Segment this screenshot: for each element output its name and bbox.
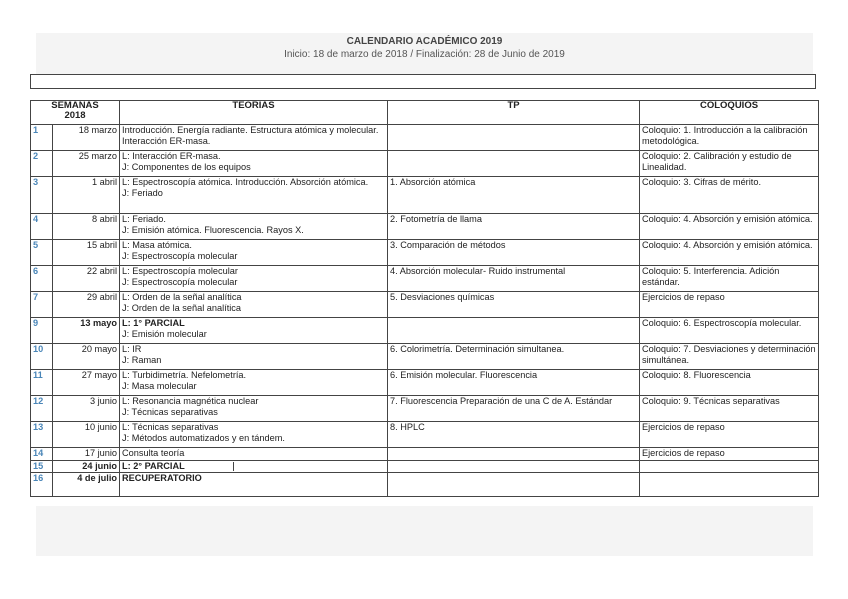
- week-date: 18 marzo: [53, 125, 120, 151]
- teoria-cell: RECUPERATORIO: [120, 473, 388, 497]
- tp-cell: 4. Absorción molecular- Ruido instrumental: [388, 266, 640, 292]
- empty-box: [30, 74, 816, 89]
- page-subtitle: Inicio: 18 de marzo de 2018 / Finalización: 28 de Junio de 2019: [284, 49, 565, 60]
- week-date: 22 abril: [53, 266, 120, 292]
- coloquio-cell: Ejercicios de repaso: [640, 422, 819, 448]
- teoria-cell: L: Feriado. J: Emisión atómica. Fluorescencia. Rayos X.: [120, 214, 388, 240]
- week-number: 1: [31, 125, 53, 151]
- coloquio-cell: Coloquio: 6. Espectroscopía molecular.: [640, 318, 819, 344]
- table-row: [31, 344, 819, 370]
- week-number: 11: [31, 370, 53, 396]
- teoria-cell: L: IR J: Raman: [120, 344, 388, 370]
- tp-cell: 7. Fluorescencia Preparación de una C de A. Estándar: [388, 396, 640, 422]
- week-date: 3 junio: [53, 396, 120, 422]
- week-date: 15 abril: [53, 240, 120, 266]
- cell-divider: [233, 462, 234, 471]
- page-title: CALENDARIO ACADÉMICO 2019: [346, 36, 503, 47]
- coloquio-cell: Coloquio: 3. Cifras de mérito.: [640, 177, 819, 214]
- week-number: 7: [31, 292, 53, 318]
- tp-cell: [388, 473, 640, 497]
- coloquio-cell: Coloquio: 2. Calibración y estudio de Linealidad.: [640, 151, 819, 177]
- teoria-cell: L: Masa atómica. J: Espectroscopía molecular: [120, 240, 388, 266]
- week-date: 24 junio: [53, 461, 120, 473]
- coloquio-cell: Coloquio: 1. Introducción a la calibración metodológica.: [640, 125, 819, 151]
- table-row: [31, 370, 819, 396]
- coloquio-cell: Coloquio: 4. Absorción y emisión atómica.: [640, 240, 819, 266]
- tp-cell: [388, 461, 640, 473]
- week-number: 10: [31, 344, 53, 370]
- header-semanas: SEMANAS 2018: [31, 101, 120, 125]
- week-number: 14: [31, 448, 53, 461]
- coloquio-cell: Coloquio: 4. Absorción y emisión atómica.: [640, 214, 819, 240]
- week-date: 1 abril: [53, 177, 120, 214]
- teoria-cell: L: Orden de la señal analítica J: Orden de la señal analítica: [120, 292, 388, 318]
- week-number: 9: [31, 318, 53, 344]
- table-row: [31, 214, 819, 240]
- coloquio-cell: [640, 461, 819, 473]
- week-date: 27 mayo: [53, 370, 120, 396]
- teoria-cell: L: Resonancia magnética nuclear J: Técnicas separativas: [120, 396, 388, 422]
- tp-cell: 5. Desviaciones químicas: [388, 292, 640, 318]
- calendar-table: [30, 100, 819, 497]
- teoria-cell: L: Turbidimetría. Nefelometría. J: Masa molecular: [120, 370, 388, 396]
- tp-cell: 1. Absorción atómica: [388, 177, 640, 214]
- coloquio-cell: Coloquio: 8. Fluorescencia: [640, 370, 819, 396]
- week-number: 15: [31, 461, 53, 473]
- tp-cell: 3. Comparación de métodos: [388, 240, 640, 266]
- table-row: [31, 461, 819, 473]
- table-row: [31, 125, 819, 151]
- table-row: [31, 151, 819, 177]
- table-row: [31, 448, 819, 461]
- week-number: 3: [31, 177, 53, 214]
- week-date: 17 junio: [53, 448, 120, 461]
- week-number: 12: [31, 396, 53, 422]
- teoria-cell: L: Técnicas separativas J: Métodos automatizados y en tándem.: [120, 422, 388, 448]
- week-number: 13: [31, 422, 53, 448]
- week-date: 13 mayo: [53, 318, 120, 344]
- tp-cell: 8. HPLC: [388, 422, 640, 448]
- table-row: [31, 177, 819, 214]
- table-row: [31, 422, 819, 448]
- coloquio-cell: [640, 473, 819, 497]
- week-date: 4 de julio: [53, 473, 120, 497]
- week-date: 25 marzo: [53, 151, 120, 177]
- week-number: 6: [31, 266, 53, 292]
- table-row: [31, 240, 819, 266]
- tp-cell: [388, 318, 640, 344]
- week-date: 10 junio: [53, 422, 120, 448]
- week-date: 20 mayo: [53, 344, 120, 370]
- teoria-cell: L: Interacción ER-masa. J: Componentes de los equipos: [120, 151, 388, 177]
- week-number: 16: [31, 473, 53, 497]
- coloquio-cell: Ejercicios de repaso: [640, 448, 819, 461]
- table-row: [31, 318, 819, 344]
- coloquio-cell: Ejercicios de repaso: [640, 292, 819, 318]
- table-header-row: [31, 101, 819, 125]
- coloquio-cell: Coloquio: 7. Desviaciones y determinación simultánea.: [640, 344, 819, 370]
- teoria-cell: L: 2° PARCIAL: [120, 461, 388, 473]
- tp-cell: [388, 125, 640, 151]
- tp-cell: 6. Emisión molecular. Fluorescencia: [388, 370, 640, 396]
- tp-cell: [388, 151, 640, 177]
- teoria-cell: L: Espectroscopía atómica. Introducción. Absorción atómica. J: Feriado: [120, 177, 388, 214]
- teoria-cell: Consulta teoría: [120, 448, 388, 461]
- tp-cell: 2. Fotometría de llama: [388, 214, 640, 240]
- teoria-cell: Introducción. Energía radiante. Estructura atómica y molecular. Interacción ER-masa.: [120, 125, 388, 151]
- tp-cell: 6. Colorimetría. Determinación simultanea.: [388, 344, 640, 370]
- week-number: 2: [31, 151, 53, 177]
- week-date: 8 abril: [53, 214, 120, 240]
- header-tp: TP: [388, 101, 640, 125]
- table-row: [31, 292, 819, 318]
- week-number: 4: [31, 214, 53, 240]
- header-teorias: TEORIAS: [120, 101, 388, 125]
- table-row: [31, 396, 819, 422]
- header-coloquios: COLOQUIOS: [640, 101, 819, 125]
- tp-cell: [388, 448, 640, 461]
- teoria-cell: L: Espectroscopía molecular J: Espectroscopía molecular: [120, 266, 388, 292]
- footer-band: [36, 506, 813, 556]
- teoria-cell: L: 1° PARCIAL J: Emisión molecular: [120, 318, 388, 344]
- table-row: [31, 266, 819, 292]
- coloquio-cell: Coloquio: 9. Técnicas separativas: [640, 396, 819, 422]
- coloquio-cell: Coloquio: 5. Interferencia. Adición estándar.: [640, 266, 819, 292]
- week-number: 5: [31, 240, 53, 266]
- week-date: 29 abril: [53, 292, 120, 318]
- table-row: [31, 473, 819, 497]
